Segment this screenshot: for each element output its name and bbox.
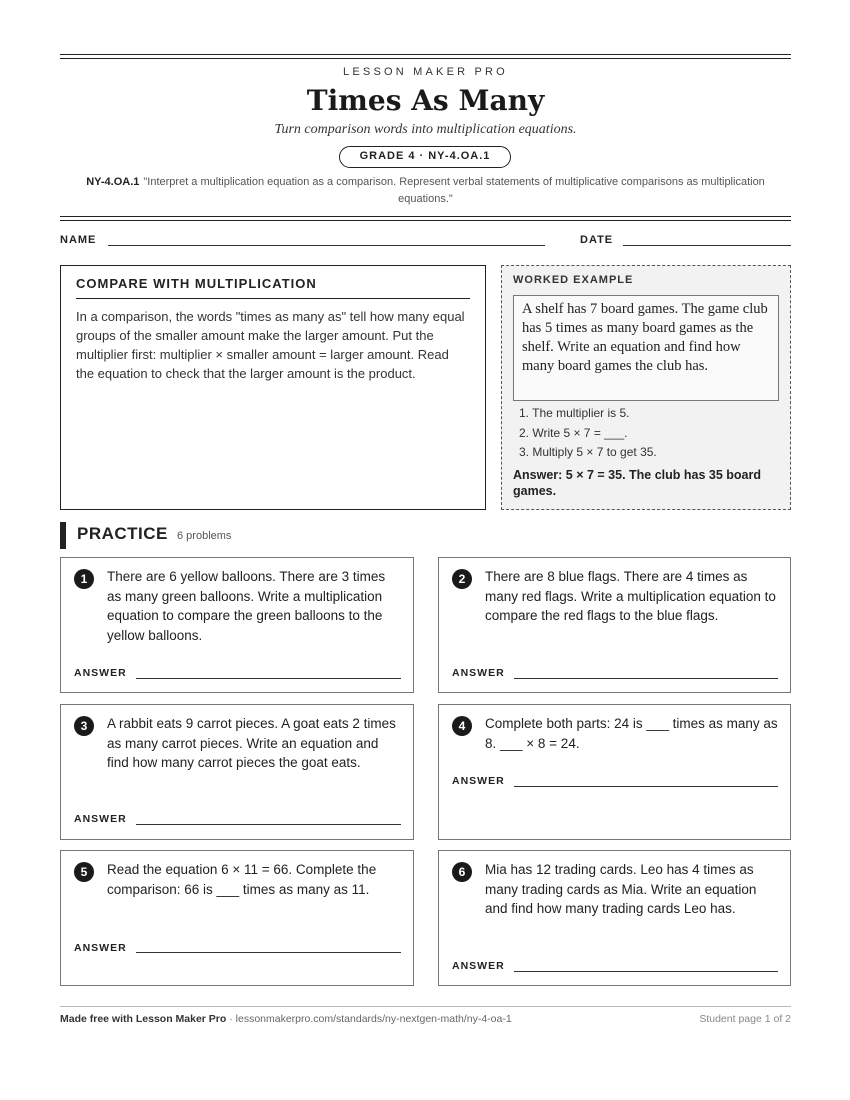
worked-example-problem: A shelf has 7 board games. The game club has 5 times as many board games as the shelf. Write an equation and find how many board games the club has. [513, 295, 779, 401]
problem-text: Read the equation 6 × 11 = 66. Complete the comparison: 66 is ___ times as many as 11. [107, 862, 377, 897]
compare-title: COMPARE WITH MULTIPLICATION [76, 276, 470, 299]
page-title: Times As Many [306, 84, 545, 117]
worked-step: 1. The multiplier is 5. [519, 406, 630, 420]
problem-number: 5 [74, 862, 94, 882]
problem-text: There are 6 yellow balloons. There are 3 times as many green balloons. Write a multiplication equation to compare the green balloons to the yellow balloons. [107, 569, 386, 643]
problem-text: Complete both parts: 24 is ___ times as many as 8. ___ × 8 = 24. [485, 716, 778, 751]
footer-rule [60, 1006, 791, 1007]
brand-name: LESSON MAKER PRO [343, 66, 508, 78]
problem-card-3 [60, 704, 414, 840]
problem-number: 6 [452, 862, 472, 882]
answer-label: ANSWER [74, 667, 127, 679]
worked-example-panel [501, 265, 791, 510]
problem-card-5 [60, 850, 414, 986]
compare-body: In a comparison, the words "times as many as" tell how many equal groups of the smaller amount make the larger amount. Put the multiplier first: multiplier × smaller amount = larger amount. Read the equation to check that the larger amount is the product. [76, 309, 465, 381]
problem-card-1 [60, 557, 414, 693]
problem-number: 2 [452, 569, 472, 589]
name-label: NAME [60, 234, 97, 246]
problem-text: There are 8 blue flags. There are 4 times as many red flags. Write a multiplication equation to compare the red flags to the blue flags. [485, 569, 776, 623]
answer-label: ANSWER [452, 960, 505, 972]
worksheet-page [60, 0, 791, 1100]
standard-text: "Interpret a multiplication equation as a comparison. Represent verbal statements of multiplicative comparisons as multiplication equations." [143, 176, 765, 205]
practice-accent-bar [60, 522, 66, 549]
practice-count: 6 problems [177, 530, 232, 542]
grade-badge: GRADE 4 · NY-4.OA.1 [339, 146, 511, 168]
answer-line[interactable] [514, 971, 778, 972]
worked-step: 3. Multiply 5 × 7 to get 35. [519, 445, 657, 459]
problem-card-4 [438, 704, 791, 840]
standard-code: NY-4.OA.1 [86, 176, 140, 188]
top-double-rule [60, 54, 791, 59]
problem-card-2 [438, 557, 791, 693]
answer-label: ANSWER [74, 813, 127, 825]
standard-statement [80, 174, 771, 208]
problem-number: 3 [74, 716, 94, 736]
footer-url[interactable]: · lessonmakerpro.com/standards/ny-nextgen-math/ny-4-oa-1 [226, 1013, 512, 1025]
problem-card-6 [438, 850, 791, 986]
footer-credit [60, 1013, 512, 1025]
name-line[interactable] [108, 245, 545, 246]
date-line[interactable] [623, 245, 791, 246]
footer-made-with: Made free with Lesson Maker Pro [60, 1013, 227, 1025]
problem-text: A rabbit eats 9 carrot pieces. A goat eats 2 times as many carrot pieces. Write an equation and find how many carrot pieces the goat eats. [107, 716, 396, 770]
problem-number: 1 [74, 569, 94, 589]
footer-page-number: Student page 1 of 2 [699, 1013, 791, 1025]
worked-example-steps [513, 404, 783, 463]
answer-label: ANSWER [452, 775, 505, 787]
answer-label: ANSWER [74, 942, 127, 954]
worked-example-answer: Answer: 5 × 7 = 35. The club has 35 board games. [513, 468, 762, 498]
answer-line[interactable] [514, 786, 778, 787]
answer-line[interactable] [136, 952, 401, 953]
answer-line[interactable] [136, 678, 401, 679]
answer-label: ANSWER [452, 667, 505, 679]
worked-example-label: WORKED EXAMPLE [513, 274, 634, 286]
header-bottom-double-rule [60, 216, 791, 221]
answer-line[interactable] [514, 678, 778, 679]
problem-number: 4 [452, 716, 472, 736]
problem-text: Mia has 12 trading cards. Leo has 4 times as many trading cards as Mia. Write an equation and find how many trading cards Leo has. [485, 862, 757, 916]
worked-step: 2. Write 5 × 7 = ___. [519, 425, 628, 440]
date-label: DATE [580, 234, 614, 246]
compare-panel [60, 265, 486, 510]
answer-line[interactable] [136, 824, 401, 825]
page-subtitle: Turn comparison words into multiplication equations. [274, 122, 577, 137]
practice-title: PRACTICE [77, 524, 168, 543]
